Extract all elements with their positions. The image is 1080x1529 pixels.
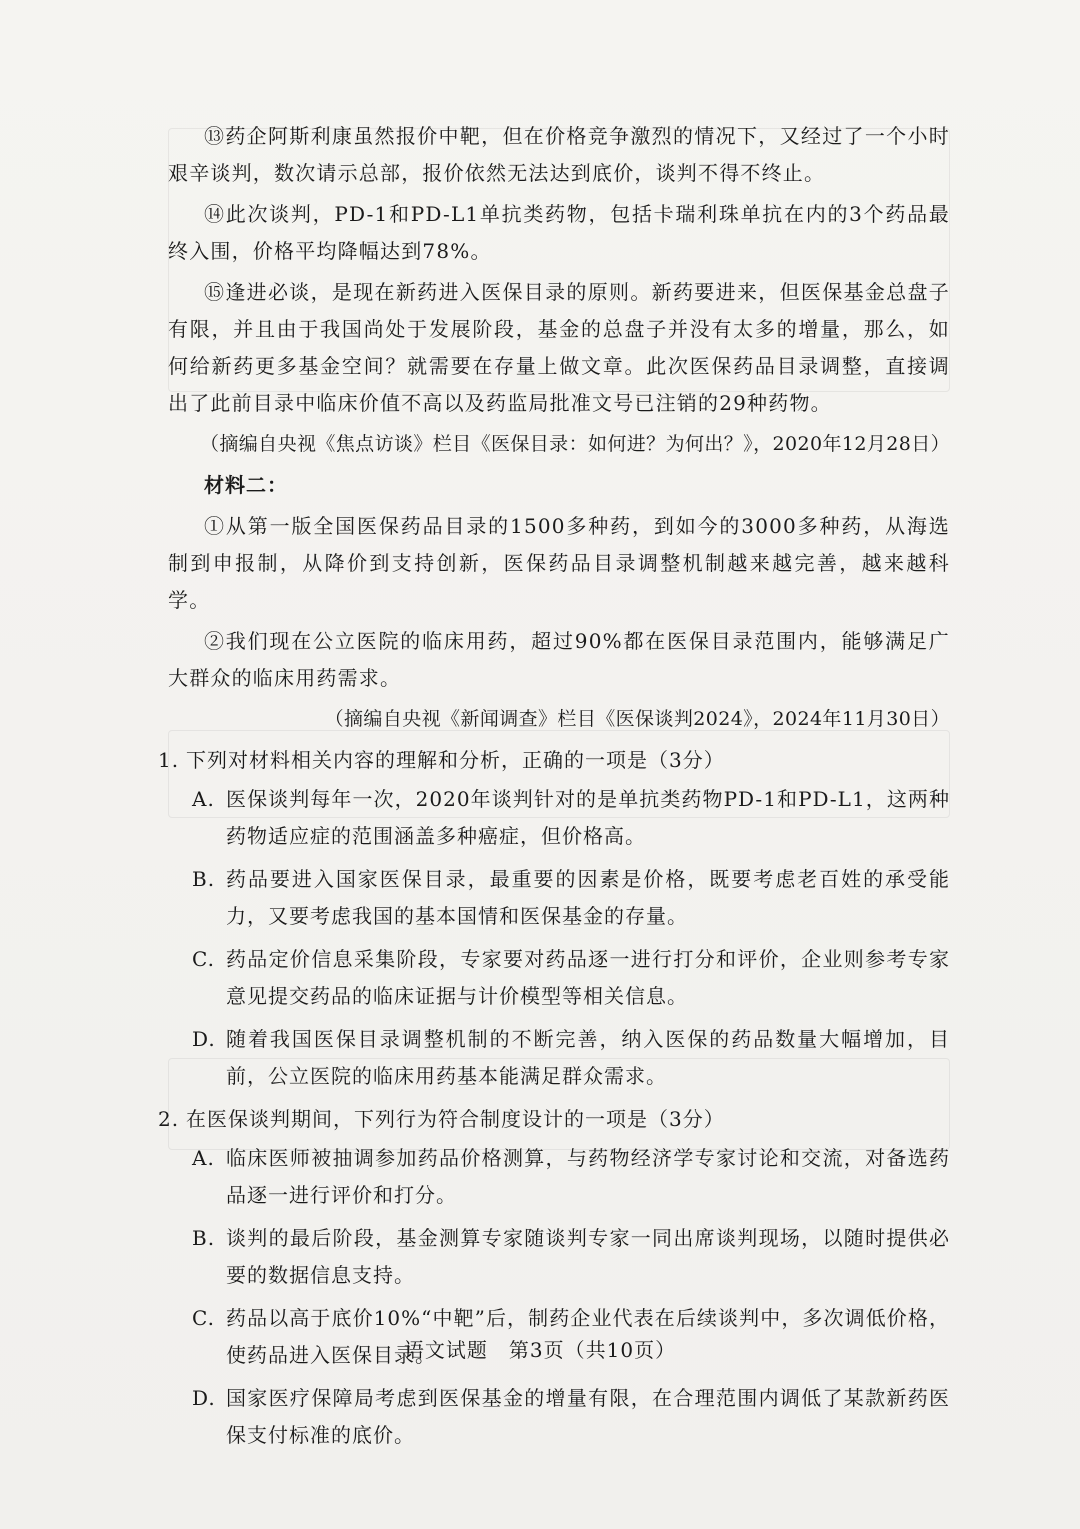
option-letter: D. (192, 1386, 216, 1410)
option-letter: B. (192, 867, 216, 891)
page-content (158, 118, 950, 1460)
option-letter: C. (192, 947, 215, 971)
material-one-paragraph-13: ⑬药企阿斯利康虽然报价中靶，但在价格竞争激烈的情况下，又经过了一个小时艰辛谈判，数次请示总部，报价依然无法达到底价，谈判不得不终止。 (168, 124, 950, 185)
question-1-option-a (192, 781, 950, 855)
question-2-option-a (192, 1140, 950, 1214)
option-letter: A. (192, 787, 215, 811)
question-1-option-c (192, 941, 950, 1015)
material-one-paragraph-15: ⑮逢进必谈，是现在新药进入医保目录的原则。新药要进来，但医保基金总盘子有限，并且由于我国尚处于发展阶段，基金的总盘子并没有太多的增量，那么，如何给新药更多基金空间？就需要在存量上做文章。此次医保药品目录调整，直接调出了此前目录中临床价值不高以及药监局批准文号已注销的29种药物。 (168, 280, 950, 415)
question-2-option-d (192, 1380, 950, 1454)
question-text: 下列对材料相关内容的理解和分析，正确的一项是（3分） (186, 748, 725, 772)
option-letter: D. (192, 1027, 216, 1051)
question-number: 1. (158, 748, 180, 772)
option-text: 随着我国医保目录调整机制的不断完善，纳入医保的药品数量大幅增加，目前，公立医院的临床用药基本能满足群众需求。 (226, 1027, 950, 1088)
question-2-option-b (192, 1220, 950, 1294)
option-text: 国家医疗保障局考虑到医保基金的增量有限，在合理范围内调低了某款新药医保支付标准的底价。 (226, 1386, 950, 1447)
material-two-heading: 材料二： (204, 473, 288, 497)
option-text: 谈判的最后阶段，基金测算专家随谈判专家一同出席谈判现场，以随时提供必要的数据信息支持。 (226, 1226, 950, 1287)
option-text: 药品以高于底价10%“中靶”后，制药企业代表在后续谈判中，多次调低价格，使药品进入医保目录。 (226, 1306, 950, 1367)
page-footer: 语文试题 第3页（共10页） (403, 1338, 677, 1362)
material-two-source: （摘编自央视《新闻调查》栏目《医保谈判2024》，2024年11月30日） (324, 708, 950, 730)
material-one-paragraph-14: ⑭此次谈判，PD-1和PD-L1单抗类药物，包括卡瑞利珠单抗在内的3个药品最终入围，价格平均降幅达到78%。 (168, 202, 950, 263)
question-text: 在医保谈判期间，下列行为符合制度设计的一项是（3分） (186, 1107, 725, 1131)
question-1-stem (158, 742, 950, 779)
option-letter: C. (192, 1306, 215, 1330)
option-text: 药品定价信息采集阶段，专家要对药品逐一进行打分和评价，企业则参考专家意见提交药品的临床证据与计价模型等相关信息。 (226, 947, 950, 1008)
material-two-paragraph-2: ②我们现在公立医院的临床用药，超过90%都在医保目录范围内，能够满足广大群众的临床用药需求。 (168, 629, 950, 690)
question-2-stem (158, 1101, 950, 1138)
question-number: 2. (158, 1107, 180, 1131)
option-letter: A. (192, 1146, 215, 1170)
option-text: 临床医师被抽调参加药品价格测算，与药物经济学专家讨论和交流，对备选药品逐一进行评价和打分。 (226, 1146, 950, 1207)
question-1-option-b (192, 861, 950, 935)
question-1-option-d (192, 1021, 950, 1095)
option-text: 药品要进入国家医保目录，最重要的因素是价格，既要考虑老百姓的承受能力，又要考虑我国的基本国情和医保基金的存量。 (226, 867, 950, 928)
material-one-source: （摘编自央视《焦点访谈》栏目《医保目录：如何进？为何出？》，2020年12月28日） (199, 433, 950, 455)
option-text: 医保谈判每年一次，2020年谈判针对的是单抗类药物PD-1和PD-L1，这两种药物适应症的范围涵盖多种癌症，但价格高。 (226, 787, 950, 848)
material-two-paragraph-1: ①从第一版全国医保药品目录的1500多种药，到如今的3000多种药，从海选制到申报制，从降价到支持创新，医保药品目录调整机制越来越完善，越来越科学。 (168, 514, 950, 612)
option-letter: B. (192, 1226, 216, 1250)
